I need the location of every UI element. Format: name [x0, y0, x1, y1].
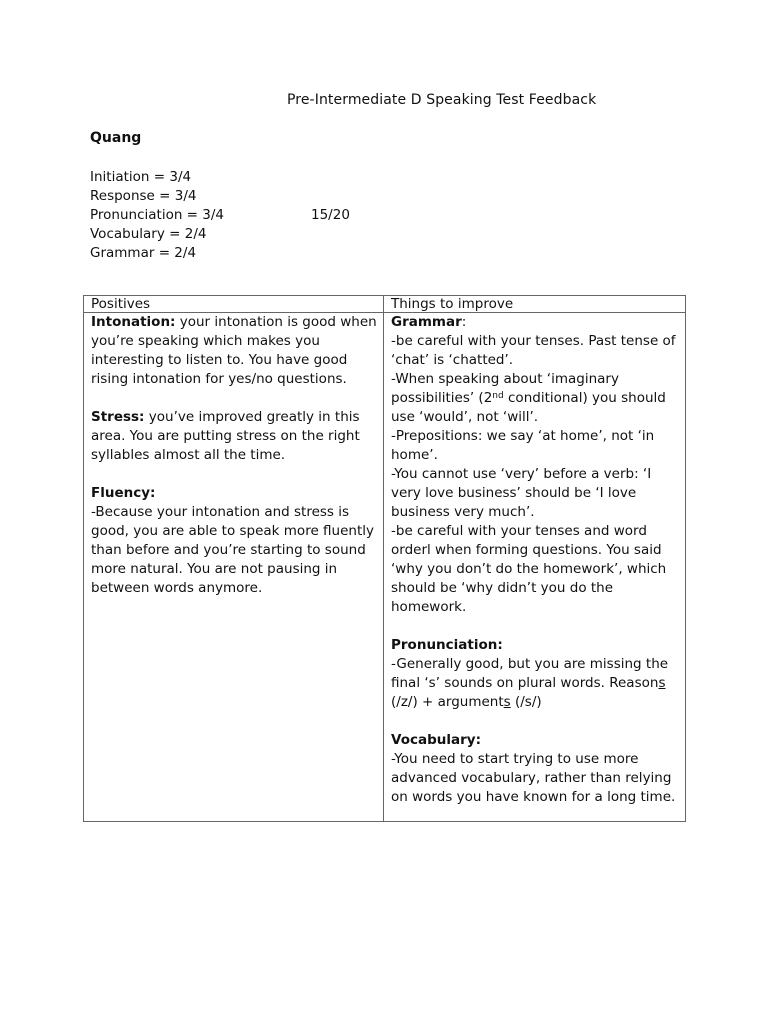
grammar-point-2-a: -When speaking about ‘imaginary possibilities’ (2: [391, 371, 619, 406]
intonation-text: your intonation is good when you’re speaking which makes you interesting to listen to. You have good rising intonation for yes/no questions.: [91, 314, 377, 387]
grammar-point-1: -be careful with your tenses. Past tense of ‘chat’ is ‘chatted’.: [391, 333, 676, 368]
pronunciation-text-b: (/z/) + argument: [391, 694, 504, 710]
pronunciation-text: [391, 655, 679, 712]
positives-header: Positives: [84, 296, 384, 313]
improve-header: Things to improve: [384, 296, 686, 313]
feedback-table: [83, 295, 686, 822]
grammar-point-2: [391, 370, 679, 427]
grammar-point-4: -You cannot use ‘very’ before a verb: ‘I very love business’ should be ‘I love business very much’.: [391, 466, 652, 520]
score-initiation: Initiation = 3/4: [90, 169, 192, 185]
ordinal-suffix: nd: [492, 391, 504, 401]
improve-cell: [384, 313, 686, 822]
student-name: Quang: [90, 130, 142, 146]
score-vocabulary: Vocabulary = 2/4: [90, 226, 207, 242]
positives-cell: [84, 313, 384, 822]
document-title: Pre-Intermediate D Speaking Test Feedback: [287, 92, 597, 108]
pronunciation-text-a: -Generally good, but you are missing the final ‘s’ sounds on plural words. Reason: [391, 656, 669, 691]
table-header-row: [84, 296, 686, 313]
grammar-point-5: -be careful with your tenses and word orderl when forming questions. You said ‘why you don’t do the homework’, which should be ‘why didn’t you do the homework.: [391, 523, 667, 615]
intonation-section: [91, 313, 377, 389]
stress-section: [91, 408, 377, 465]
score-response: Response = 3/4: [90, 188, 197, 204]
grammar-point-3: -Prepositions: we say ‘at home’, not ‘in home’.: [391, 428, 655, 463]
stress-heading: Stress:: [91, 409, 145, 425]
grammar-colon: :: [461, 314, 467, 330]
pronunciation-text-c: (/s/): [510, 694, 542, 710]
underlined-s-1: s: [658, 675, 666, 691]
table-body-row: [84, 313, 686, 822]
pronunciation-section: [391, 636, 679, 712]
total-score: 15/20: [311, 207, 350, 223]
pronunciation-heading: Pronunciation:: [391, 637, 503, 653]
fluency-section: [91, 484, 377, 598]
vocabulary-section: [391, 731, 679, 807]
fluency-text: -Because your intonation and stress is good, you are able to speak more fluently than before and you’re starting to sound more natural. You are not pausing in between words anymore.: [91, 504, 374, 596]
vocabulary-heading: Vocabulary:: [391, 732, 481, 748]
grammar-point-2-b: conditional) you should use ‘would’, not ‘will’.: [391, 390, 666, 425]
stress-text: you’ve improved greatly in this area. You are putting stress on the right syllables almost all the time.: [91, 409, 360, 463]
vocabulary-text: -You need to start trying to use more advanced vocabulary, rather than relying on words you have known for a long time.: [391, 751, 676, 805]
grammar-heading: Grammar: [391, 314, 462, 330]
underlined-s-2: s: [503, 694, 511, 710]
score-list: [90, 168, 224, 263]
intonation-heading: Intonation:: [91, 314, 176, 330]
fluency-heading: Fluency:: [91, 485, 156, 501]
score-pronunciation: Pronunciation = 3/4: [90, 207, 225, 223]
grammar-section: [391, 313, 679, 617]
score-grammar: Grammar = 2/4: [90, 245, 197, 261]
